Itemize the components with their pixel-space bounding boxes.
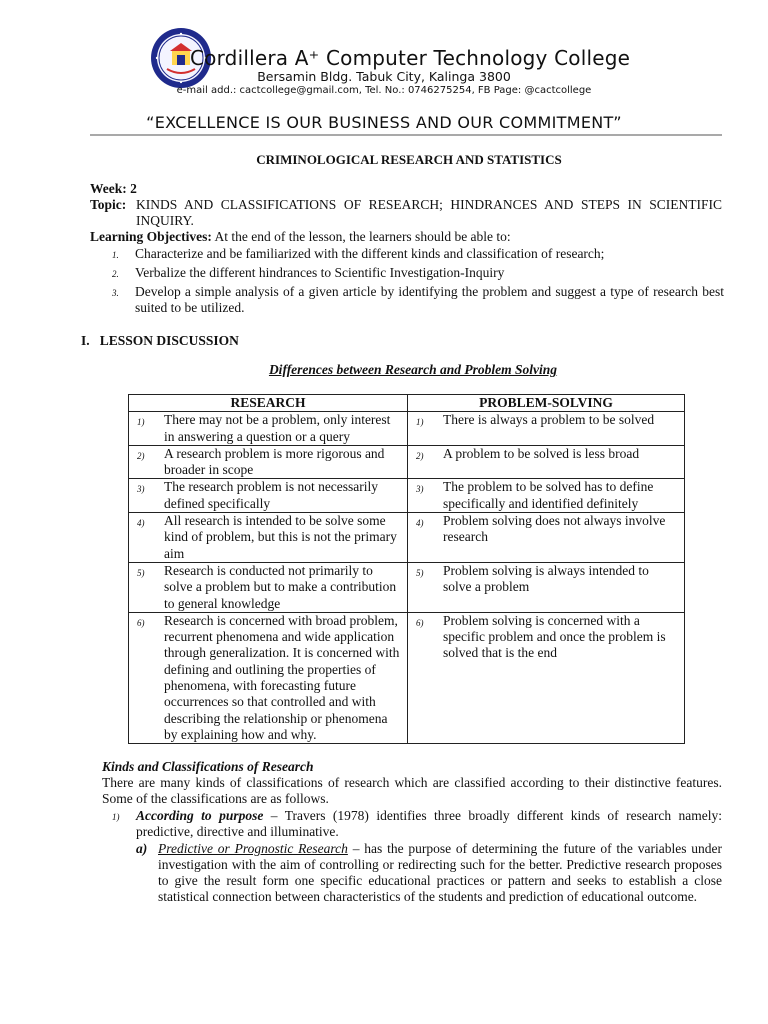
section-heading: I. LESSON DISCUSSION <box>81 333 239 348</box>
letterhead <box>0 0 768 140</box>
purpose-item <box>112 808 722 840</box>
predictive-text: – has the purpose of determining the future of the variables under investigation with the aim of controlling or redirecting such for the better. Predictive research proposes to give the result form one specific educational practices or pattern and seeks to establish a close statistical connection between characteristics of the students and prediction of educational outcome. <box>158 841 723 904</box>
college-contact: e-mail add.: cactcollege@gmail.com, Tel. No.: 0746275254, FB Page: @cactcollege <box>176 85 592 96</box>
research-cell <box>129 412 408 446</box>
topic-label: Topic: <box>90 197 127 212</box>
row-number: 6) <box>137 617 145 628</box>
research-text: Research is conducted not primarily to solve a problem but to make a contribution to general knowledge <box>164 562 397 611</box>
row-number: 2) <box>137 450 145 461</box>
purpose-text: – Travers (1978) identifies three broadly different kinds of research namely: predictive, directive and illuminative. <box>136 808 722 839</box>
column-header-problem-solving: PROBLEM-SOLVING <box>408 395 685 412</box>
table-row <box>129 513 685 563</box>
list-item <box>112 284 724 316</box>
problem-cell <box>408 479 685 513</box>
table-row <box>129 562 685 612</box>
list-item <box>112 265 724 281</box>
objectives-line <box>90 229 511 245</box>
problem-cell <box>408 562 685 612</box>
topic-text-1: KINDS AND CLASSIFICATIONS OF RESEARCH; HINDRANCES AND STEPS IN SCIENTIFIC <box>136 197 722 212</box>
problem-cell <box>408 612 685 743</box>
research-cell <box>129 479 408 513</box>
topic-line <box>90 197 722 213</box>
list-number: 2. <box>112 269 119 279</box>
kinds-intro: There are many kinds of classifications of research which are classified according to their distinctive features. Some of the classifications are as follows. <box>102 775 722 806</box>
objectives-list <box>112 246 724 319</box>
row-number: 5) <box>416 567 424 578</box>
sub-letter: a) <box>136 841 148 856</box>
row-number: 4) <box>416 518 424 529</box>
purpose-label: According to purpose <box>136 808 264 823</box>
row-number: 4) <box>137 518 145 529</box>
predictive-term: Predictive or Prognostic Research <box>158 841 348 856</box>
table-header-row <box>129 395 685 412</box>
research-text: The research problem is not necessarily defined specifically <box>164 479 379 511</box>
table-row <box>129 445 685 479</box>
research-text: Research is concerned with broad problem, recurrent phenomena and wide application through generalization. It is concerned with defining and outlining the properties of phenomena, with forecasting future occurrences so that controlled and with describing the relationship or phenomena by explaining how and why. <box>164 612 400 742</box>
row-number: 3) <box>137 484 145 495</box>
research-text: There may not be a problem, only interest in answering a question or a query <box>164 412 391 444</box>
research-cell <box>129 562 408 612</box>
list-number: 1) <box>112 812 120 822</box>
row-number: 5) <box>137 567 145 578</box>
list-text: Characterize and be familiarized with the different kinds and classification of research; <box>135 246 605 261</box>
research-cell <box>129 445 408 479</box>
problem-cell <box>408 513 685 563</box>
course-title: CRIMINOLOGICAL RESEARCH AND STATISTICS <box>256 152 562 167</box>
college-name: Cordillera A⁺ Computer Technology College <box>190 46 631 70</box>
research-cell <box>129 513 408 563</box>
kinds-heading: Kinds and Classifications of Research <box>102 759 314 774</box>
week-line <box>90 181 137 197</box>
problem-text: A problem to be solved is less broad <box>443 445 640 461</box>
row-number: 1) <box>416 417 424 428</box>
research-cell <box>129 612 408 743</box>
topic-text-2: INQUIRY. <box>136 213 194 228</box>
list-item <box>112 246 724 262</box>
college-address: Bersamin Bldg. Tabuk City, Kalinga 3800 <box>257 69 511 84</box>
comparison-table <box>128 394 685 744</box>
problem-text: Problem solving is always intended to solve a problem <box>443 562 649 595</box>
row-number: 2) <box>416 450 424 461</box>
problem-text: Problem solving does not always involve research <box>443 513 666 545</box>
research-text: All research is intended to be solve some kind of problem, but this is not the primary aim <box>164 513 397 561</box>
problem-cell <box>408 412 685 446</box>
research-text: A research problem is more rigorous and broader in scope <box>164 445 385 478</box>
row-number: 1) <box>137 417 145 428</box>
table-row <box>129 479 685 513</box>
objectives-label: Learning Objectives: <box>90 229 212 244</box>
problem-text: Problem solving is concerned with a specific problem and once the problem is solved that is the end <box>443 612 666 661</box>
list-text: Verbalize the different hindrances to Scientific Investigation-Inquiry <box>135 265 505 280</box>
week-value: 2 <box>130 181 137 196</box>
list-number: 1. <box>112 250 119 260</box>
predictive-item <box>136 841 723 905</box>
table-caption: Differences between Research and Problem Solving <box>268 362 558 377</box>
problem-cell <box>408 445 685 479</box>
college-motto: “EXCELLENCE IS OUR BUSINESS AND OUR COMMITMENT” <box>146 113 622 132</box>
list-number: 3. <box>112 288 119 298</box>
header-divider <box>90 134 722 136</box>
column-header-research: RESEARCH <box>129 395 408 412</box>
row-number: 3) <box>416 484 424 495</box>
table-row <box>129 612 685 743</box>
row-number: 6) <box>416 617 424 628</box>
table-row <box>129 412 685 446</box>
objectives-intro: At the end of the lesson, the learners should be able to: <box>214 229 511 244</box>
problem-text: The problem to be solved has to define specifically and identified definitely <box>443 479 654 511</box>
week-label: Week: <box>90 181 127 196</box>
list-text: Develop a simple analysis of a given article by identifying the problem and suggest a type of research best suited to be utilized. <box>135 284 724 315</box>
problem-text: There is always a problem to be solved <box>443 412 655 428</box>
